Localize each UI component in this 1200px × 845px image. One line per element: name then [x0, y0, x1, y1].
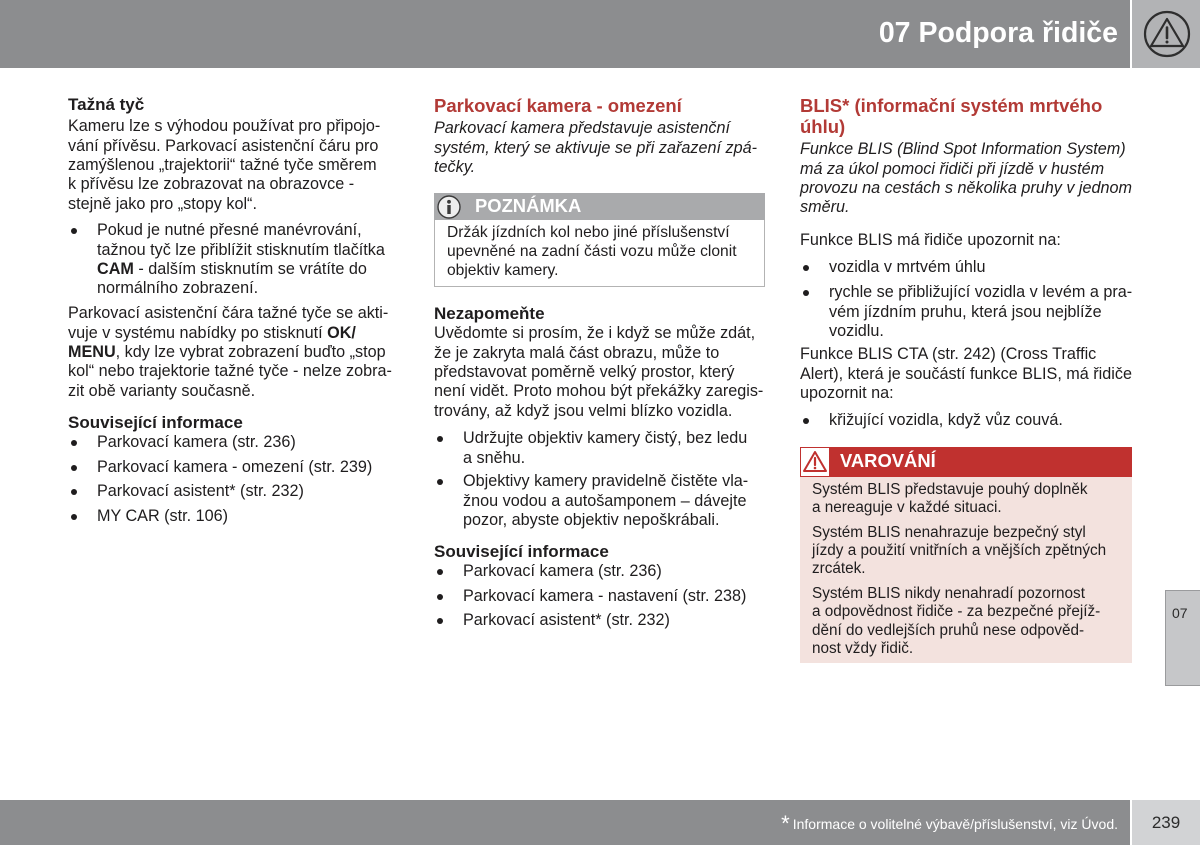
- cta-paragraph: Funkce BLIS CTA (str. 242) (Cross Traffic Alert), která je součástí funkce BLIS, má řidiče upozornit na:: [800, 345, 1132, 402]
- list-item: [68, 433, 408, 452]
- related-link-text: Parkovací asistent* (str. 232): [463, 611, 670, 630]
- list-item: [800, 283, 1145, 341]
- bullet-dot: [803, 265, 809, 271]
- list-item: [434, 562, 774, 581]
- warning-paragraph: Systém BLIS nenahrazuje bezpečný styl jízdy a použití vnitřních a vnějších zpětných zrcátek.: [812, 523, 1107, 578]
- blis-intro: Funkce BLIS (Blind Spot Information System) má za úkol pomoci řidiči při jízdě v hustém provozu na cestách s několika pruhy v jednom směru.: [800, 140, 1133, 217]
- bullet-dot: [437, 594, 443, 600]
- column-left: [68, 0, 408, 790]
- alert-text: rychle se přibližující vozidla v levém a pra- vém jízdním pruhu, která jsou nejblíže vozidlu.: [829, 283, 1133, 340]
- text-segment: Parkovací asistenční čára tažné tyče se akti- vuje v systému nabídky po stisknutí: [68, 304, 389, 342]
- chapter-side-tab: [1165, 590, 1200, 686]
- info-icon: [437, 195, 461, 219]
- bullet-dot: [437, 569, 443, 575]
- page-number: 239: [1132, 800, 1200, 845]
- related-link-text: Parkovací kamera - nastavení (str. 238): [463, 586, 747, 605]
- warning-triangle-icon: [801, 448, 829, 476]
- heading-related-info: Související informace: [68, 413, 243, 432]
- note-box: [434, 193, 765, 287]
- tip-block: [434, 429, 774, 468]
- note-label: POZNÁMKA: [475, 195, 582, 216]
- related-link-text: Parkovací kamera (str. 236): [97, 433, 296, 452]
- footnote-asterisk: *: [781, 811, 790, 836]
- note-body: [434, 220, 765, 287]
- heading-reminder: Nezapomeňte: [434, 304, 545, 323]
- list-item: [68, 507, 408, 526]
- list-item: [800, 258, 1145, 277]
- warning-header: [800, 447, 1132, 477]
- tip-text: Objektivy kamery pravidelně čistěte vla- žnou vodou a autošamponem – dávejte pozor, abyste objektiv nepoškrábali.: [463, 472, 749, 529]
- column-right: [800, 0, 1145, 790]
- bullet-dot: [71, 514, 77, 520]
- bullet-dot: [71, 489, 77, 495]
- related-list: [68, 433, 408, 531]
- related-link-text: MY CAR (str. 106): [97, 506, 229, 525]
- warning-body: [800, 477, 1132, 663]
- list-item: [68, 482, 408, 501]
- related-link-text: Parkovací kamera - omezení (str. 239): [97, 457, 373, 476]
- alert-text: vozidla v mrtvém úhlu: [829, 258, 986, 277]
- column-middle: [434, 0, 774, 790]
- footnote: [781, 812, 1118, 834]
- bullet-dot: [437, 479, 443, 485]
- warning-paragraph: Systém BLIS představuje pouhý doplněk a nereaguje v každé situaci.: [812, 480, 1088, 517]
- list-item: [434, 472, 774, 530]
- list-item: [434, 587, 774, 606]
- footnote-text: Informace o volitelné výbavě/příslušenství, viz Úvod.: [792, 816, 1118, 832]
- bullet-dot: [437, 436, 443, 442]
- ok-menu-button-label: OK/ MENU: [68, 323, 356, 361]
- alert-block: [800, 283, 1145, 341]
- note-text: Držák jízdních kol nebo jiné příslušenství upevněné na zadní části vozu může clonit objektiv kamery.: [447, 223, 737, 279]
- warning-box: [800, 447, 1132, 663]
- list-item: [800, 411, 1145, 430]
- heading-tow-bar: Tažná tyč: [68, 95, 145, 114]
- blis-lead: Funkce BLIS má řidiče upozornit na:: [800, 231, 1061, 250]
- alert-block: [800, 258, 1145, 277]
- tip-text: Udržujte objektiv kamery čistý, bez ledu a sněhu.: [463, 429, 748, 467]
- warning-paragraph: Systém BLIS nikdy nenahradí pozornost a odpovědnost řidiče - za bezpečné přejíž- dění do vedlejších pruhů nese odpověd- nost vždy řidič.: [812, 584, 1101, 658]
- reminder-text: Uvědomte si prosím, že i když se může zdát, že je zakryta malá část obrazu, může to představovat poměrně velký prostor, který není vidět. Proto mohou být překážky zaregis- trovány, až když jsou velmi blízko vozidla.: [434, 324, 764, 420]
- bullet-dot: [803, 418, 809, 424]
- camera-limitations-intro: Parkovací kamera představuje asistenční systém, který se aktivuje se při zařazení zpá- tečky.: [434, 119, 757, 176]
- list-item: [434, 429, 774, 468]
- heading-blis: BLIS* (informační systém mrtvého úhlu): [800, 94, 1103, 137]
- text-segment: Pokud je nutné přesné manévrování, tažnou tyč lze přiblížit stisknutím tlačítka: [97, 221, 385, 259]
- list-item: [68, 221, 408, 298]
- chapter-title: 07 Podpora řidiče: [878, 17, 1118, 49]
- related-list: [434, 562, 774, 635]
- bullet-dot: [71, 465, 77, 471]
- warning-label: VAROVÁNÍ: [840, 450, 936, 471]
- footer-bar: [0, 800, 1130, 845]
- tip-block: [434, 472, 774, 530]
- chapter-tab-label: 07: [1172, 605, 1188, 621]
- related-link-text: Parkovací asistent* (str. 232): [97, 482, 304, 501]
- zoom-bullet-block: [68, 221, 408, 298]
- list-item: [68, 458, 408, 477]
- text-segment: - dalším stisknutím se vrátíte do normálního zobrazení.: [97, 259, 367, 298]
- bullet-dot: [437, 618, 443, 624]
- zoom-instruction: [97, 221, 408, 298]
- cta-alert-text: křižující vozidla, když vůz couvá.: [829, 411, 1063, 430]
- bullet-dot: [71, 228, 77, 234]
- text-segment: , kdy lze vybrat zobrazení buďto „stop kol“ nebo trajektorie tažné tyče - nelze zobra- zit obě varianty současně.: [68, 342, 392, 400]
- bullet-dot: [803, 290, 809, 296]
- activation-paragraph: [68, 304, 408, 400]
- cam-button-label: CAM: [97, 259, 134, 278]
- note-header: [434, 193, 765, 220]
- heading-related-info: Související informace: [434, 542, 609, 561]
- cta-alert-block: [800, 411, 1145, 430]
- list-item: [434, 611, 774, 630]
- heading-camera-limitations: Parkovací kamera - omezení: [434, 94, 682, 116]
- bullet-dot: [71, 440, 77, 446]
- related-link-text: Parkovací kamera (str. 236): [463, 562, 662, 581]
- tow-bar-intro: Kameru lze s výhodou používat pro připojo- vání přívěsu. Parkovací asistenční čáru pro zamýšlenou „trajektorii“ tažné tyče směrem k přívěsu lze zobrazovat na obrazovce - stejně jako pro „stopy kol“.: [68, 117, 381, 213]
